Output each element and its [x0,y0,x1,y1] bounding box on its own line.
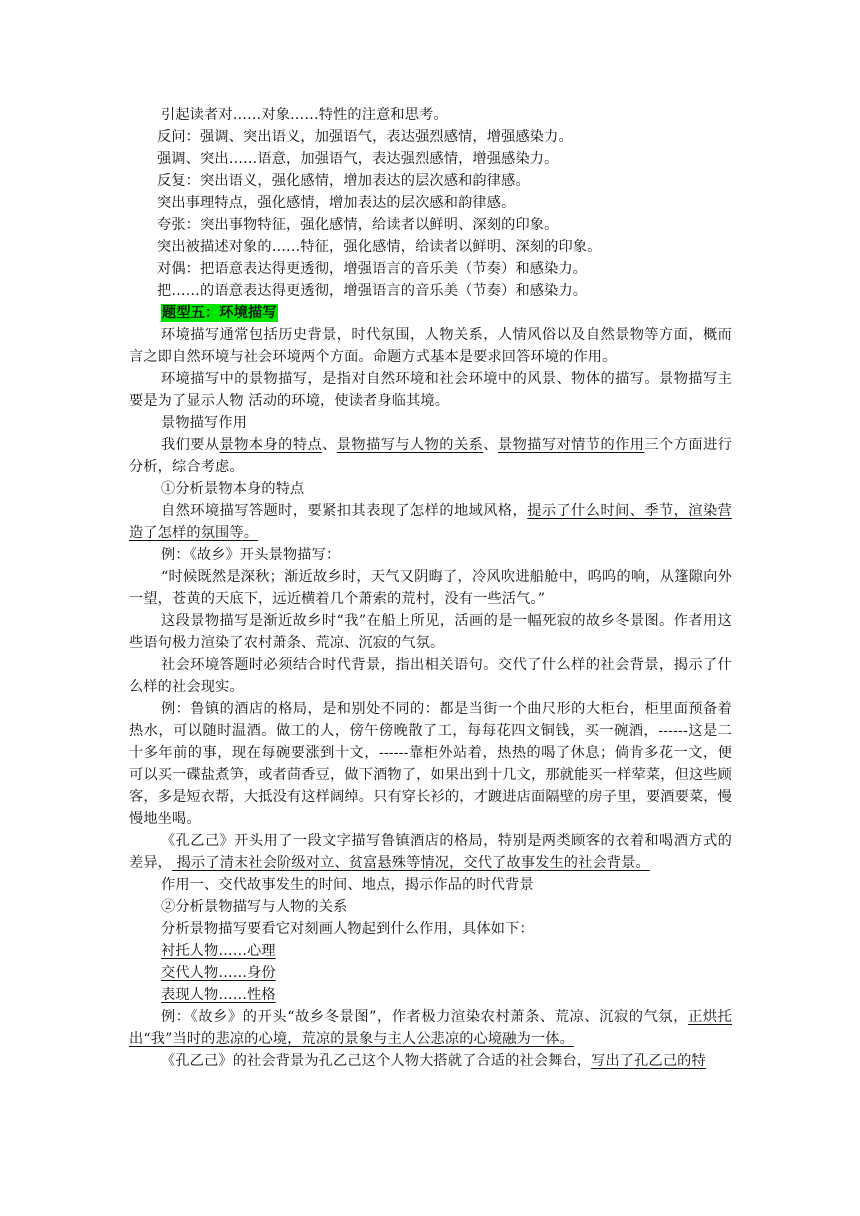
list-item [129,984,732,1006]
document-page [129,104,732,1072]
underlined-text: 交代人物……身份 [161,965,276,981]
paragraph: 这段景物描写是渐近故乡时“我”在船上所见，活画的是一幅死寂的故乡冬景图。作者用这些语句极力渲染了农村萧条、荒凉、沉寂的气氛。 [129,613,732,651]
text-line: 对偶：把语意表达得更透彻，增强语言的音乐美（节奏）和感染力。 [157,261,588,277]
paragraph: 环境描写中的景物描写，是指对自然环境和社会环境中的风景、物体的描写。景物描写主要是为了显示人物 活动的环境，使读者身临其境。 [129,371,732,409]
paragraph: 社会环境答题时必须结合时代背景，指出相关语句。交代了什么样的社会背景，揭示了什么样的社会现实。 [129,657,732,695]
paragraph [129,1006,732,1050]
paragraph: 分析景物描写要看它对刻画人物起到什么作用，具体如下： [161,921,534,937]
subheading: ②分析景物描写与人物的关系 [161,899,348,915]
paragraph: 作用一、交代故事发生的时间、地点，揭示作品的时代背景 [161,877,534,893]
text-line: 反问：强调、突出语义，加强语气，表达强烈感情，增强感染力。 [157,129,573,145]
paragraph [129,1050,732,1072]
text-run: 我们要从 [161,437,220,453]
paragraph [129,500,732,544]
text-run: 例：《故乡》的开头“故乡冬景图”，作者极力渲染农村萧条、荒凉、沉寂的气氛， [161,1009,689,1025]
heading-highlight: 题型五：环境描写 [162,305,277,321]
text-line: 突出事理特点，强化感情，增加表达的层次感和韵律感。 [157,195,516,211]
underlined-text: 表现人物……性格 [161,987,276,1003]
paragraph [129,434,732,478]
underlined-text: 景物描写与人物的关系 [336,437,484,453]
underlined-text: 提示了什么时间、季节，渲染营造了怎样的氛围等。 [129,503,732,541]
section-heading [129,302,732,324]
text-run: 三个方面进行分析，综合考虑。 [129,437,732,475]
quote-paragraph: “时候既然是深秋；渐近故乡时，天气又阴晦了，冷风吹进船舱中，呜呜的响，从篷隙向外一望，苍黄的天底下，远近横着几个萧索的荒村，没有一些活气。” [129,569,732,607]
text-run: 自然环境描写答题时，要紧扣其表现了怎样的地域风格， [161,503,528,519]
underlined-text: 景物本身的特点 [219,437,323,453]
text-run: 、 [322,437,337,453]
paragraph: 环境描写通常包括历史背景，时代氛围，人物关系，人情风俗以及自然景物等方面，概而言之即自然环境与社会环境两个方面。命题方式基本是要求回答环境的作用。 [129,327,732,365]
text-run: 《孔乙己》的社会背景为孔乙己这个人物大搭就了合适的社会舞台， [161,1053,592,1069]
text-line: 强调、突出……语意，加强语气，表达强烈感情，增强感染力。 [157,151,559,167]
text-line: 引起读者对……对象……特性的注意和思考。 [161,107,448,123]
paragraph: 景物描写作用 [161,415,248,431]
underlined-text: 写出了孔乙己的特 [591,1053,706,1069]
list-item [129,962,732,984]
paragraph [129,830,732,874]
text-line: 反复：突出语义，强化感情，增加表达的层次感和韵律感。 [157,173,530,189]
underlined-text: 揭示了清末社会阶级对立、贫富悬殊等情况，交代了故事发生的社会背景。 [172,855,650,871]
subheading: ①分析景物本身的特点 [161,481,305,497]
underlined-text: 衬托人物……心理 [161,943,276,959]
paragraph: 例：《故乡》开头景物描写： [161,547,341,563]
list-item [129,940,732,962]
paragraph: 例：鲁镇的酒店的格局，是和别处不同的：都是当街一个曲尺形的大柜台，柜里面预备着热水，可以随时温酒。做工的人，傍午傍晚散了工，每每花四文铜钱，买一碗酒，------这是二十多年前的事，现在每碗要涨到十文，------靠柜外站着，热热的喝了休息；倘肯多花一文，便可以买一碟盐煮笋，或者茴香豆，做下酒物了，如果出到十几文，那就能买一样荤菜，但这些顾客，多是短衣帮，大抵没有这样阔绰。只有穿长衫的，才踱进店面隔壁的房子里，要酒要菜，慢慢地坐喝。 [129,701,732,827]
text-run: 《孔乙己》开头用了一段文字描写鲁镇酒店的格局，特别是两类顾客的衣着和喝酒方式的差异， [129,833,732,871]
text-line: 把……的语意表达得更透彻，增强语言的音乐美（节奏）和感染力。 [157,283,588,299]
text-run: 、 [483,437,498,453]
underlined-text: 正烘托出“我”当时的悲凉的心境，荒凉的景象与主人公悲凉的心境融为一体。 [129,1009,732,1047]
underlined-text: 景物描写对情节的作用 [497,437,645,453]
text-line: 突出被描述对象的……特征，强化感情，给读者以鲜明、深刻的印象。 [157,239,602,255]
text-line: 夸张：突出事物特征，强化感情，给读者以鲜明、深刻的印象。 [157,217,559,233]
